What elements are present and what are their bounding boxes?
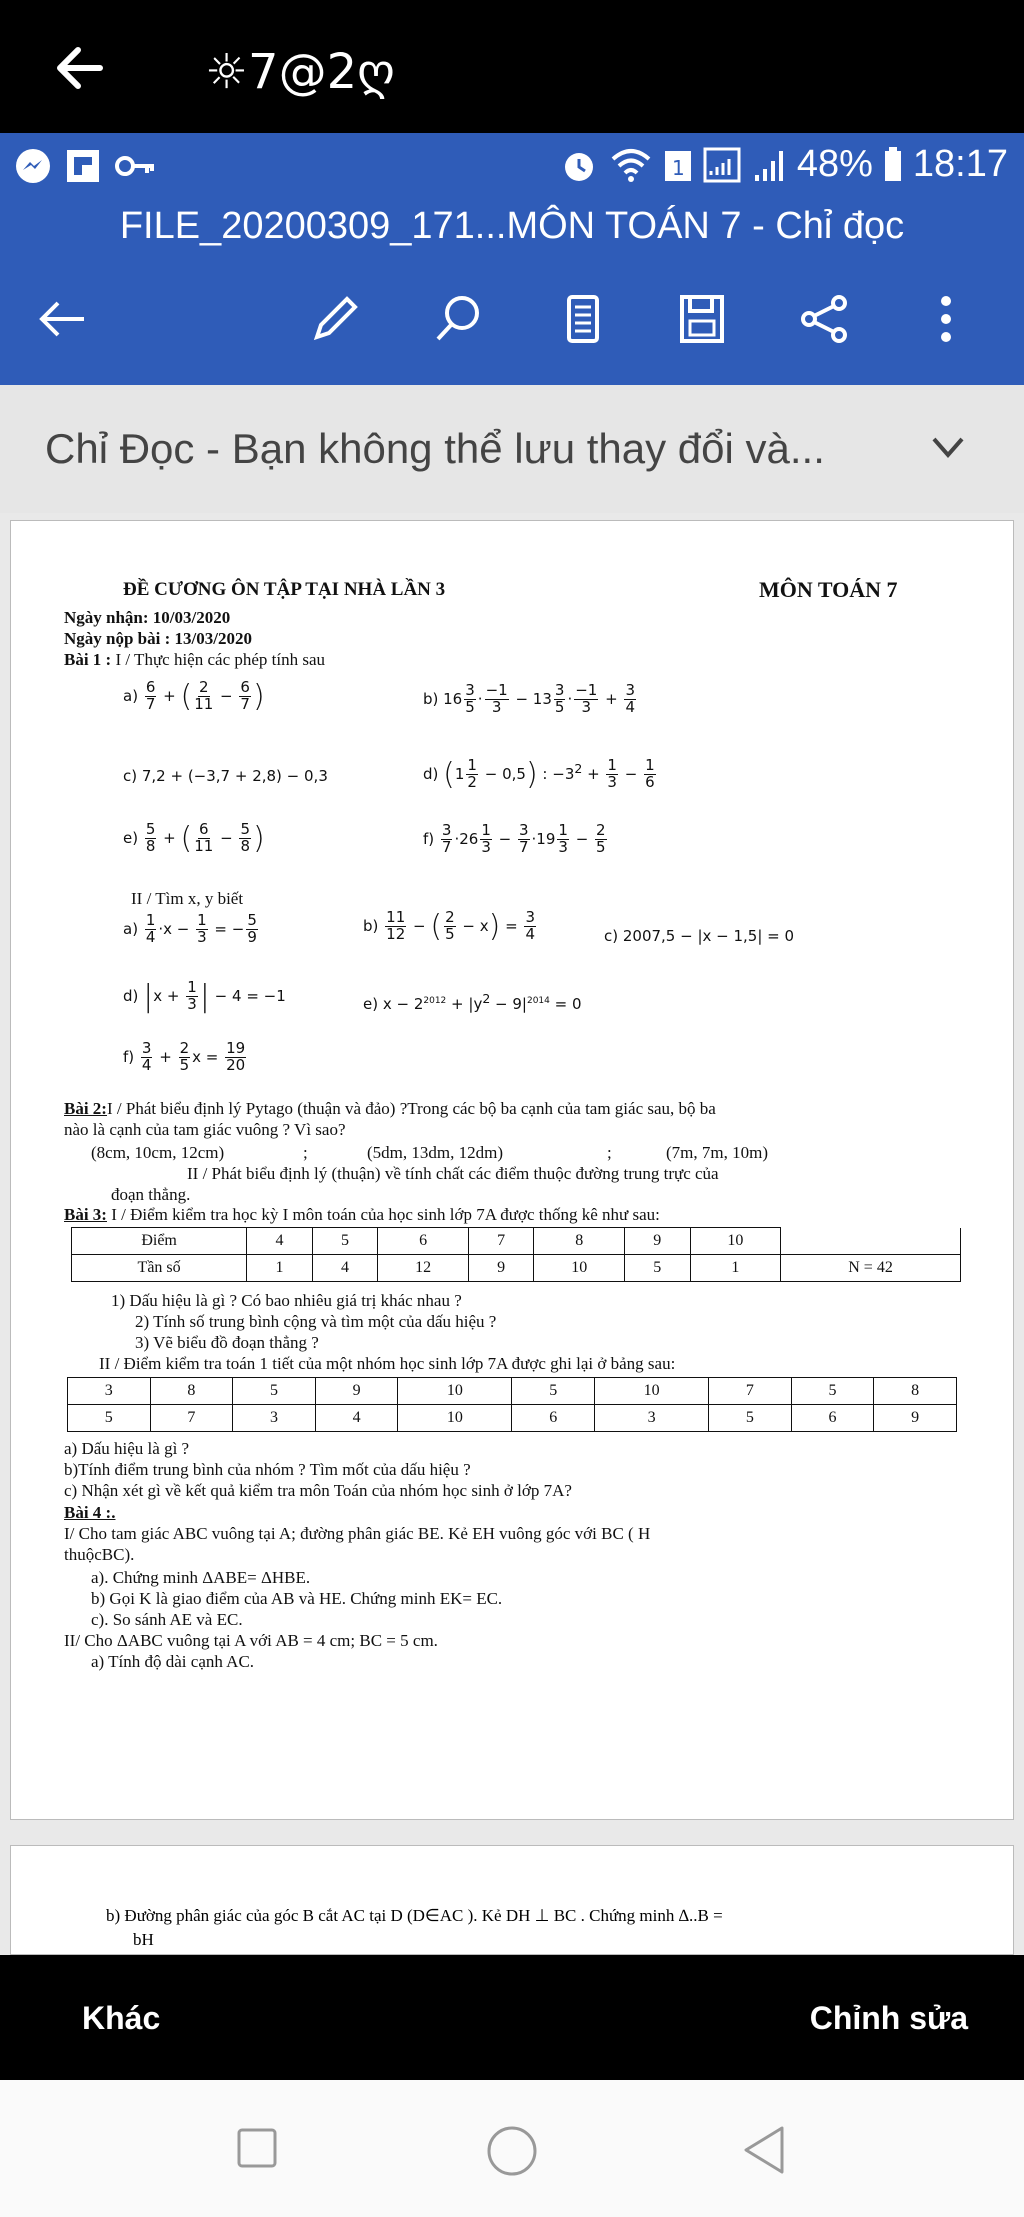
table-cell: 12 [378,1255,469,1282]
table-cell: Tần số [72,1255,247,1282]
pencil-icon[interactable] [305,289,365,349]
triple-3: (7m, 7m, 10m) [666,1143,768,1162]
bai4-label: Bài 4 :. [64,1503,116,1522]
document-page-2 [10,1845,1014,1955]
table-cell: 9 [874,1405,957,1432]
table-cell: 3 [68,1378,151,1405]
bai4-a: a). Chứng minh ΔABE= ΔHBE. [91,1568,311,1587]
table-cell: 10 [534,1255,625,1282]
system-nav-bar [0,2080,1024,2217]
table-cell [781,1228,961,1255]
table-cell: 6 [791,1405,874,1432]
bai3-a: a) Dấu hiệu là gì ? [64,1439,190,1458]
bai4-ii-a: a) Tính độ dài cạnh AC. [91,1652,255,1671]
bai4-ii: II/ Cho ΔABC vuông tại A với AB = 4 cm; BC = 5 cm. [64,1631,438,1650]
battery-icon [883,145,903,185]
bai3-title [64,1205,660,1225]
bai4-i-line2: thuộcBC). [64,1545,135,1564]
table-row [68,1405,957,1432]
table-cell: 8 [150,1378,233,1405]
document-title: FILE_20200309_171...MÔN TOÁN 7 - Chỉ đọc [119,205,905,247]
table-cell: 5 [512,1378,595,1405]
back-icon[interactable] [32,289,92,349]
bai3-label: Bài 3: [64,1205,107,1224]
app-bar [0,199,1024,385]
more-options-icon[interactable] [916,289,976,349]
table-cell: 3 [595,1405,709,1432]
bai1-title [64,650,325,670]
submit-date: Ngày nộp bài : 13/03/2020 [64,629,252,648]
table-cell: 7 [709,1378,792,1405]
table-cell: N = 42 [781,1255,961,1282]
table-cell: Điểm [72,1228,247,1255]
table-cell: 5 [624,1255,690,1282]
bai2-ii-line2: đoạn thẳng. [111,1185,191,1204]
share-icon[interactable] [795,289,855,349]
svg-text:1: 1 [671,155,685,180]
table-cell: 10 [690,1228,781,1255]
more-button[interactable]: Khác [82,2000,161,2036]
score-table [71,1227,961,1282]
bai3-c: c) Nhận xét gì về kết quả kiểm tra môn Toán của nhóm học sinh ở lớp 7A? [64,1481,572,1500]
table-cell: 3 [233,1405,316,1432]
triple-sep-2: ; [607,1143,612,1162]
bai3-ii: II / Điểm kiểm tra toán 1 tiết của một nhóm học sinh lớp 7A được ghi lại ở bảng sau: [99,1354,676,1373]
bai2-line1 [64,1099,716,1119]
flipboard-icon [64,147,102,185]
triple-1: (8cm, 10cm, 12cm) [91,1143,225,1162]
bai4-c: c). So sánh AE và EC. [91,1610,243,1629]
table-cell: 9 [624,1228,690,1255]
messenger-icon [14,147,52,185]
home-icon[interactable] [485,2124,539,2178]
expr-1b: b) 16 $\frac{3}{5}$ · $\frac{-1}{3}$ − 13 $\frac{3}{5}$ · $\frac{-1}{3}$ + $\frac{3}{4}$ [423,681,635,716]
recents-icon[interactable] [236,2127,278,2169]
status-bar [0,133,1024,199]
table-cell: 1 [247,1255,313,1282]
page2-line: b) Đường phân giác của góc B cắt AC tại D (D∈AC ). Kẻ DH ⊥ BC . Chứng minh ∆..B = [106,1906,723,1925]
table-cell: 6 [378,1228,469,1255]
signal-icon [703,145,743,185]
table-cell: 5 [791,1378,874,1405]
banner-text: Chỉ Đọc - Bạn không thể lưu thay đổi và... [45,425,825,472]
bai4-b: b) Gọi K là giao điểm của AB và HE. Chứng minh EK= EC. [91,1589,503,1608]
table-cell: 4 [247,1228,313,1255]
group-score-table [67,1377,957,1432]
bai1-label: Bài 1 : [64,650,112,669]
doc-subject: MÔN TOÁN 7 [759,577,898,602]
bai3-intro: I / Điểm kiểm tra học kỳ I môn toán của học sinh lớp 7A được thống kê như sau: [106,1205,660,1224]
table-cell: 5 [312,1228,378,1255]
table-cell: 10 [595,1378,709,1405]
bai2-ii-line1: II / Phát biểu định lý (thuận) về tính chất các điểm thuộc đường trung trực của [187,1164,719,1183]
bai2-label: Bài 2: [64,1099,107,1118]
bai3-q3: 3) Vẽ biểu đồ đoạn thẳng ? [135,1333,319,1352]
back-nav-icon[interactable] [740,2124,788,2176]
table-cell: 8 [534,1228,625,1255]
read-only-banner[interactable] [0,385,1024,513]
chevron-down-icon[interactable] [930,429,966,465]
alarm-icon [559,145,599,185]
triple-2: (5dm, 13dm, 12dm) [367,1143,503,1162]
contact-title: ☼7@2ღ [205,44,395,100]
expr-2b: b) $\frac{11}{12}$ − ( $\frac{2}{5}$ − x) = $\frac{3}{4}$ [363,908,535,944]
table-cell: 7 [150,1405,233,1432]
table-cell: 9 [468,1255,534,1282]
bai1-subtitle: I / Thực hiện các phép tính sau [111,650,326,669]
score-table-row [72,1228,961,1255]
clock: 18:17 [912,143,1008,185]
expr-2d: d) |x + $\frac{1}{3}$ | − 4 = −1 [123,978,286,1014]
table-cell: 9 [315,1378,398,1405]
top-bar [0,0,1024,133]
reading-view-icon[interactable] [553,289,613,349]
bai2-line2: nào là cạnh của tam giác vuông ? Vì sao? [64,1120,346,1139]
signal-bars-icon [753,145,787,185]
edit-button[interactable]: Chỉnh sửa [809,2000,968,2036]
sim-icon [663,145,693,185]
expr-1f: f) $\frac{3}{7}$ ·26 $\frac{1}{3}$ − $\frac{3}{7}$ ·19 $\frac{1}{3}$ − $\frac{2}{5}$ [423,821,606,856]
triple-sep-1: ; [303,1143,308,1162]
table-cell: 5 [233,1378,316,1405]
bai3-q2: 2) Tính số trung bình cộng và tìm một của dấu hiệu ? [135,1312,497,1331]
expr-2c: c) 2007,5 − |x − 1,5| = 0 [604,927,795,945]
battery-percent: 48% [796,143,873,185]
table-cell: 7 [468,1228,534,1255]
bottom-action-bar [0,1955,1024,2080]
expr-1e: e) $\frac{5}{8}$ + ( $\frac{6}{11}$ − $\frac{5}{8}$ ) [123,820,265,856]
expr-1d: d) (1 $\frac{1}{2}$ − 0,5) : $-3^2$ + $\frac{1}{3}$ − $\frac{1}{6}$ [423,756,655,792]
table-cell: 5 [68,1405,151,1432]
document-page [10,520,1014,1820]
table-cell: 8 [874,1378,957,1405]
bai3-q1: 1) Dấu hiệu là gì ? Có bao nhiêu giá trị khác nhau ? [111,1291,462,1310]
bai2-text1: I / Phát biểu định lý Pytago (thuận và đảo) ?Trong các bộ ba cạnh của tam giác sau, bộ ba [106,1099,716,1118]
expr-2e: e) $x - 2^{2012} + |y^2 - 9|^{2014} = 0$ [363,991,582,1013]
bai3-b: b)Tính điểm trung bình của nhóm ? Tìm mốt của dấu hiệu ? [64,1460,471,1479]
table-cell: 6 [512,1405,595,1432]
save-icon[interactable] [672,289,732,349]
page2-line2: bH [133,1930,154,1949]
table-cell: 10 [398,1378,512,1405]
wifi-icon [609,145,653,185]
expr-1a: a) $\frac{6}{7}$ + ( $\frac{2}{11}$ − $\frac{6}{7}$ ) [123,678,265,714]
doc-heading: ĐỀ CƯƠNG ÔN TẬP TẠI NHÀ LẦN 3 [123,579,446,600]
table-cell: 1 [690,1255,781,1282]
table-cell: 4 [315,1405,398,1432]
expr-2f: f) $\frac{3}{4}$ + $\frac{2}{5}$ x = $\frac{19}{20}$ [123,1039,246,1074]
frequency-table-row [72,1255,961,1282]
table-cell: 4 [312,1255,378,1282]
find-title: II / Tìm x, y biết [131,889,244,908]
search-icon[interactable] [428,289,488,349]
table-cell: 10 [398,1405,512,1432]
table-row [68,1378,957,1405]
received-date: Ngày nhận: 10/03/2020 [64,608,231,627]
key-icon [114,147,158,185]
expr-2a: a) $\frac{1}{4}$ ·x − $\frac{1}{3}$ = − $\frac{5}{9}$ [123,911,257,946]
expr-1c: c) 7,2 + (−3,7 + 2,8) − 0,3 [123,767,328,785]
back-arrow-icon[interactable] [50,38,110,98]
bai4-i-line1: I/ Cho tam giác ABC vuông tại A; đường phân giác BE. Kẻ EH vuông góc với BC ( H [64,1524,651,1543]
table-cell: 5 [709,1405,792,1432]
